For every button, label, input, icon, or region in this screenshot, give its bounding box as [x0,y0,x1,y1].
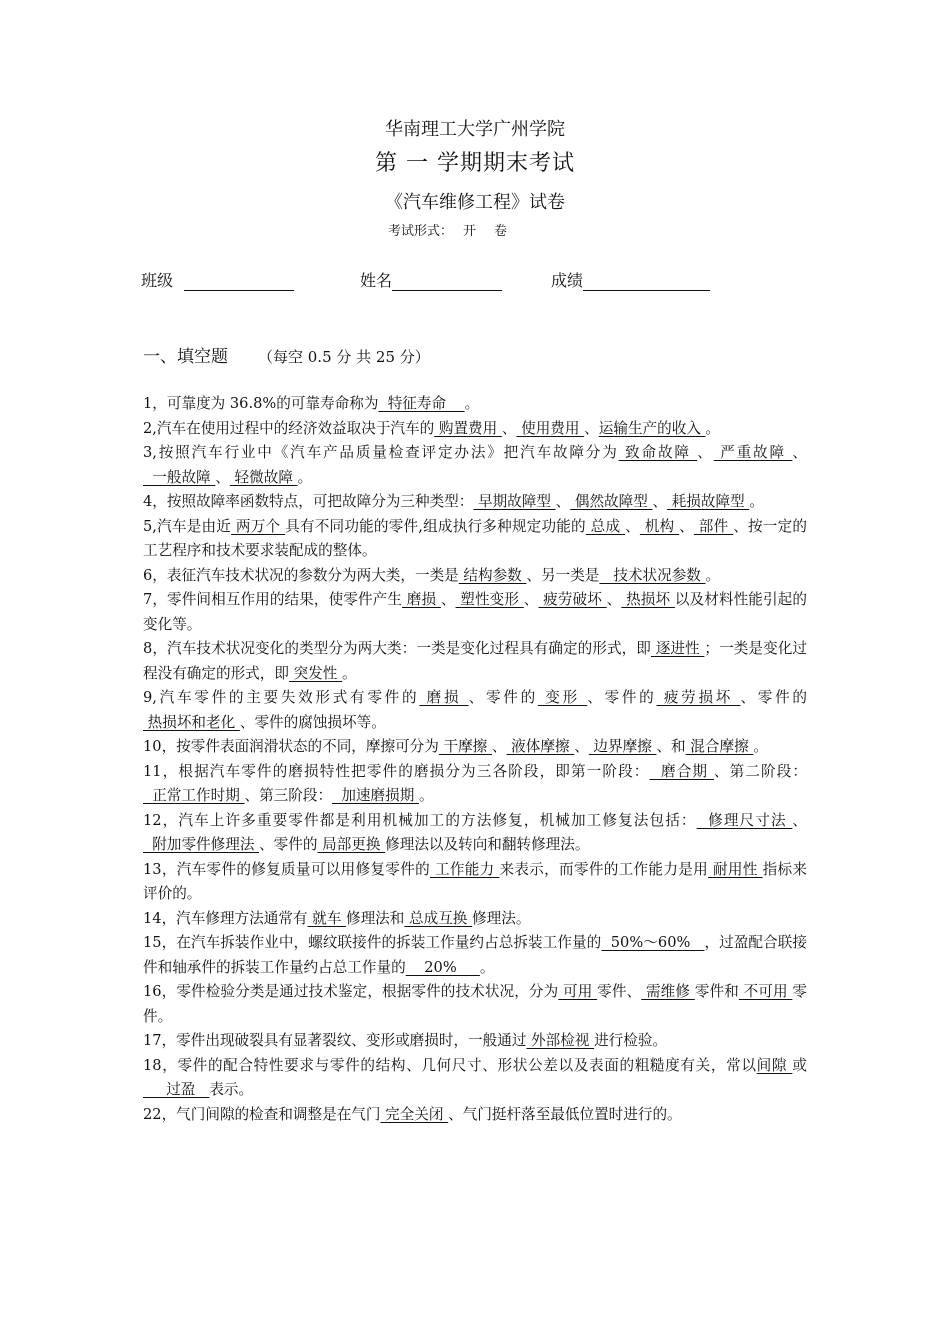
exam-title: 第 一 学期期末考试 [375,151,575,176]
score-field [551,268,710,291]
question-text: 15，在汽车拆装作业中，螺纹联接件的拆装工作量约占总拆装工作量的 [143,934,602,951]
answer-blank: 加速磨损期 [332,787,419,804]
question-text: 来表示，而零件的工作能力是用 [499,860,709,878]
answer-blank: 液体摩擦 [506,738,575,755]
question-text: 、 [792,444,807,461]
question-text: 、 [584,419,599,437]
class-label: 班级 [141,271,174,290]
question-text: 。 [705,419,721,437]
answer-blank: 磨损 [402,591,441,608]
question-text: 13，汽车零件的修复质量可以用修复零件的 [143,860,430,878]
name-blank [392,274,502,291]
answer-blank: 一般故障 [143,468,216,486]
question-text: 12，汽车上许多重要零件都是利用机械加工的方法修复，机械加工修复法包括： [143,811,697,829]
answer-blank: 耐用性 [708,860,763,878]
question-text: 修理法以及转向和翻转修理法。 [385,836,590,853]
question-text: 。 [464,395,480,412]
name-field [360,268,502,291]
question-text: 零件和 [694,983,739,1000]
question-item [143,564,807,589]
question-text: 7，零件间相互作用的结果，使零件产生 [143,591,403,608]
answer-blank: 偶然故障型 [570,493,653,510]
question-text: 零件。 [143,983,808,1025]
answer-blank: 附加零件修理法 [143,836,260,853]
class-blank [184,274,294,291]
question-item [143,441,807,490]
question-text: 、 [574,738,589,755]
question-text: 修理法。 [472,909,531,927]
answer-blank: 正常工作时期 [143,787,245,804]
answer-blank: 变形 [537,689,588,706]
question-text: 、 [697,444,714,461]
question-text: 零件、 [597,983,642,1000]
answer-blank: 运输生产的收入 [598,419,706,437]
answer-blank: 轻微故障 [229,468,298,486]
answer-blank: 干摩擦 [438,738,492,755]
answer-blank: 疲劳破坏 [538,591,607,608]
answer-blank: 需维修 [641,983,695,1000]
question-text: 、另一类是 [526,566,600,584]
question-text: 、 [625,517,640,535]
question-item [143,931,807,980]
question-text: ，过盈配合联接件和轴承件的拆装工作量约占总工作量的 [143,934,807,976]
question-text: 。 [753,738,768,755]
answer-blank: 工作能力 [430,860,500,878]
section-title [143,342,430,367]
answer-blank: 塑性变形 [455,591,524,608]
question-text: 。 [418,787,434,804]
answer-blank: 可用 [558,983,598,1000]
answer-blank: 边界摩擦 [588,738,657,755]
exam-form [388,220,525,239]
answer-blank: 磨损 [419,689,469,706]
answer-blank: 使用费用 [516,419,585,437]
question-item [143,417,807,442]
answer-blank: 严重故障 [713,444,793,461]
question-item [143,392,807,417]
question-text: ；一类是变化过程没有确定的形式，即 [143,640,807,682]
answer-blank: 就车 [307,909,346,927]
section-title-text: 一、填空题 [143,347,228,367]
question-text: 、 [679,517,694,535]
answer-blank: 疲劳损坏 [656,689,741,706]
question-text: 22，气门间隙的检查和调整是在气门 [143,1105,381,1123]
question-text: 、零件的 [259,836,318,853]
question-text: 17，零件出现破裂具有显著裂纹、变形或磨损时，一般通过 [143,1032,527,1049]
question-text: 。 [479,958,495,976]
question-text: 2,汽车在使用过程中的经济效益取决于汽车的 [143,419,435,437]
question-item [143,637,807,686]
question-text: 具有不同功能的零件,组成执行多种规定功能的 [285,517,586,535]
question-text: 、 [652,493,668,510]
question-text: 18，零件的配合特性要求与零件的结构、几何尺寸、形状公差以及表面的粗糙度有关，常以 [143,1056,757,1074]
question-text: 。 [297,468,313,486]
answer-blank: 特征寿命 [378,395,465,412]
answer-blank: 耗损故障型 [667,493,750,510]
question-text: 10，按零件表面润滑状态的不同，摩擦可分为 [143,738,439,755]
question-text: 。 [342,664,357,682]
question-text: 16，零件检验分类是通过技术鉴定，根据零件的技术状况，分为 [143,983,559,1000]
question-text: 4，按照故障率函数特点，可把故障分为三种类型： [143,493,474,510]
question-item [143,858,807,907]
question-item [143,1103,807,1128]
question-text: 3,按照汽车行业中《汽车产品质量检查评定办法》把汽车故障分为 [143,444,619,461]
question-text: 或 [792,1056,808,1074]
question-text: 8，汽车技术状况变化的类型分为两大类：一类是变化过程具有确定的形式，即 [143,640,651,657]
question-text: 、气门挺杆落至最低位置时进行的。 [448,1105,682,1123]
answer-blank: 修理尺寸法 [696,811,793,829]
answer-blank: 技术状况参数 [599,566,706,584]
question-text: 1，可靠度为 36.8%的可靠寿命称为 [143,395,379,412]
section-note: （每空 0.5 分 共 25 分） [258,348,430,366]
question-text: 、 [792,811,808,829]
answer-blank: 20% [405,958,480,976]
question-item [143,809,807,858]
question-text: 、 [491,738,507,755]
question-item [143,1029,807,1054]
question-text: 修理法和 [345,909,405,927]
answer-blank: 磨合期 [649,762,714,780]
question-text: 表示。 [209,1081,254,1098]
question-text: 9,汽车零件的主要失效形式有零件的 [143,689,420,706]
question-item [143,686,807,735]
question-text: 、 [523,591,539,608]
answer-blank: 50%～60% [601,934,705,951]
question-item [143,735,807,760]
answer-blank: 外部检视 [526,1032,595,1049]
question-item [143,760,807,809]
answer-blank: 不可用 [738,983,793,1000]
answer-blank: 机构 [639,517,680,535]
question-text: 、第二阶段： [713,762,807,780]
answer-blank: 结构参数 [458,566,527,584]
exam-form-label: 考试形式： [388,224,454,239]
answer-blank: 热损坏和老化 [143,713,240,731]
answer-blank: 早期故障型 [473,493,556,510]
answer-blank: 致命故障 [618,444,698,461]
question-text: 、零件的 [468,689,538,706]
school-name: 华南理工大学广州学院 [385,119,565,140]
question-text: 。 [749,493,764,510]
question-text: 、 [440,591,456,608]
question-item [143,980,807,1029]
answer-blank: 部件 [693,517,734,535]
answer-blank: 两万个 [231,517,286,535]
paper-title: 《汽车维修工程》试卷 [385,192,565,213]
question-text: 11，根据汽车零件的磨损特性把零件的磨损分为三各阶段，即第一阶段： [143,762,650,780]
question-item [143,1054,807,1103]
question-text: 、和 [656,738,686,755]
answer-blank: 混合摩擦 [685,738,754,755]
question-text: 、 [501,419,517,437]
answer-blank: 热损坏 [621,591,675,608]
question-text: 14，汽车修理方法通常有 [143,909,308,927]
answer-blank: 过盈 [143,1081,210,1098]
question-text: 、零件的 [587,689,657,706]
question-text: 6，表征汽车技术状况的参数分为两大类，一类是 [143,566,459,584]
answer-blank: 逐进性 [650,640,705,657]
question-text: 、 [215,468,230,486]
name-label: 姓名 [360,271,393,290]
question-text: 、 [606,591,622,608]
question-text: 5,汽车是由近 [143,517,232,535]
question-text: 进行检验。 [594,1032,668,1049]
question-text: 、按一定的工艺程序和技术要求装配成的整体。 [143,517,807,559]
exam-form-value: 开卷 [463,224,526,239]
question-text: 指标来评价的。 [143,860,807,902]
answer-blank: 间隙 [756,1056,793,1074]
score-blank [583,274,710,291]
class-field [141,268,294,291]
score-label: 成绩 [551,271,584,290]
question-text: 、第三阶段： [244,787,333,804]
question-list [143,392,807,1127]
answer-blank: 购置费用 [434,419,502,437]
question-text: 、 [555,493,571,510]
question-text: 。 [705,566,721,584]
question-item [143,515,807,564]
answer-blank: 总成互换 [404,909,473,927]
question-text: 、零件的 [740,689,807,706]
question-item [143,490,807,515]
question-item [143,907,807,932]
answer-blank: 突发性 [288,664,343,682]
question-text: 、零件的腐蚀损坏等。 [239,713,386,731]
answer-blank: 完全关闭 [380,1105,449,1123]
question-item [143,588,807,637]
answer-blank: 局部更换 [317,836,386,853]
answer-blank: 总成 [585,517,626,535]
question-text: 以及材料性能引起的变化等。 [143,591,807,633]
